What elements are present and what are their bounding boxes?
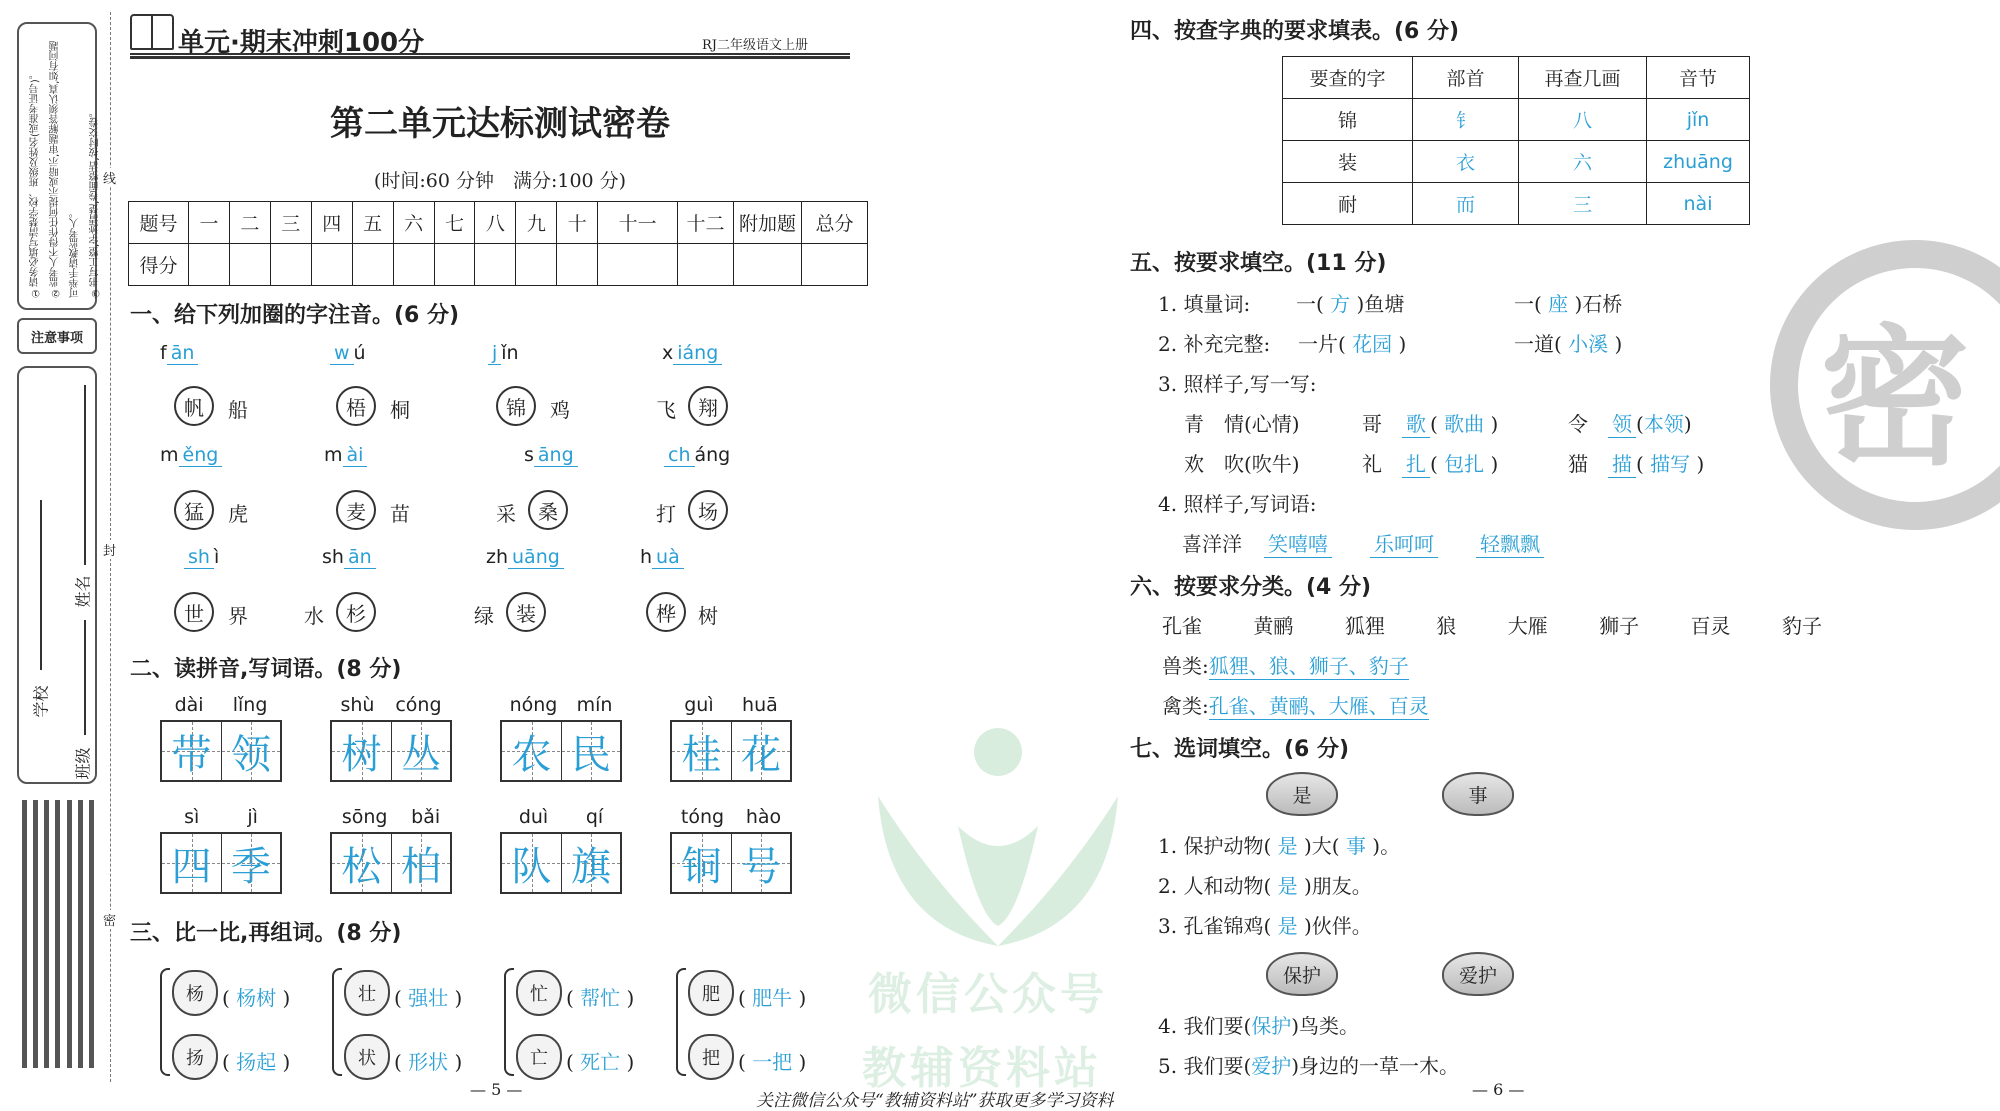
word-rest: 苗	[390, 502, 410, 526]
brace	[332, 968, 342, 1076]
score-cell: 八	[475, 202, 516, 244]
score-input[interactable]	[189, 244, 230, 286]
word-pre: 绿	[474, 604, 494, 628]
s6-word: 百灵	[1690, 614, 1731, 638]
s6-word: 黄鹂	[1253, 614, 1294, 638]
note-2: ②监考人不得作任何提示或暗示,审题解答须认真,如有问题可举手请教监考人。	[50, 40, 81, 298]
dict-answer[interactable]: zhuāng	[1647, 141, 1750, 183]
watermark-line2: 教辅资料站	[862, 1043, 1102, 1094]
score-cell: 三	[270, 202, 311, 244]
word-rest: 虎	[228, 502, 248, 526]
dict-header: 音节	[1647, 57, 1750, 99]
s3-answer-line: ( 一把 )	[738, 1050, 807, 1074]
seal-mark-mi: 密	[103, 910, 116, 929]
s2-char: 队	[502, 834, 561, 892]
tianzige-box[interactable]	[500, 832, 622, 894]
s2-char: 树	[332, 722, 391, 780]
pinyin-answer[interactable]: uāng	[508, 546, 564, 569]
circled-char: 桦	[646, 592, 686, 632]
dict-answer[interactable]: nài	[1647, 183, 1750, 225]
dict-answer[interactable]: 三	[1519, 183, 1647, 225]
tianzige-box[interactable]	[160, 720, 282, 782]
s2-item	[160, 694, 282, 782]
s2-pinyin: shù	[340, 694, 375, 716]
s3-answer-line: ( 死亡 )	[566, 1050, 635, 1074]
section1-title: 一、给下列加圈的字注音。(6 分)	[130, 303, 460, 328]
pinyin-answer[interactable]: ěng	[179, 444, 223, 467]
s2-pinyin: duì	[518, 806, 549, 828]
s5-q1a: 一( 方 )鱼塘	[1296, 292, 1405, 316]
s2-char: 民	[561, 722, 620, 780]
watermark-line1: 微信公众号	[868, 969, 1108, 1020]
circled-char: 猛	[174, 490, 214, 530]
s2-char: 柏	[391, 834, 450, 892]
s5-q3-item: 欢 吹(吹牛)	[1184, 452, 1300, 476]
score-input[interactable]	[678, 244, 734, 286]
page-title: 第二单元达标测试密卷	[330, 104, 670, 144]
score-input[interactable]	[734, 244, 802, 286]
paw-char: 忙	[516, 970, 562, 1016]
score-cell: 十一	[598, 202, 678, 244]
s2-char: 农	[502, 722, 561, 780]
dict-char: 耐	[1283, 183, 1413, 225]
s2-char: 带	[162, 722, 221, 780]
score-input[interactable]	[352, 244, 393, 286]
s6-word: 豹子	[1781, 614, 1822, 638]
header-grade: RJ二年级语文上册	[702, 38, 808, 53]
score-input[interactable]	[270, 244, 311, 286]
score-input[interactable]	[475, 244, 516, 286]
sidebar-stripes	[22, 800, 94, 1068]
s5-answer[interactable]: 描	[1608, 448, 1636, 478]
s7-answer[interactable]: 是	[1277, 874, 1298, 898]
dict-table	[1282, 56, 1750, 225]
s5-answer[interactable]: 本领	[1643, 412, 1684, 436]
s1-pinyin: h uà	[640, 546, 684, 569]
secret-stamp-char: 密	[1819, 312, 1970, 486]
word-rest: 桐	[390, 398, 410, 422]
s5-q3-item: 哥 歌 ( 歌曲 )	[1362, 408, 1498, 438]
tianzige-box[interactable]	[670, 832, 792, 894]
s2-char: 花	[731, 722, 790, 780]
note-3: ③书写工整,字迹清楚,卷面整洁,按时交卷。	[90, 107, 101, 298]
s1-pinyin: j ǐn	[488, 342, 519, 365]
s7-answer[interactable]: 事	[1345, 834, 1366, 858]
paw-char: 壮	[344, 970, 390, 1016]
field-school-line[interactable]	[40, 500, 42, 670]
s5-q3-label: 3. 照样子,写一写:	[1158, 372, 1317, 396]
pinyin-answer[interactable]: ch	[664, 444, 695, 467]
s2-item	[500, 806, 622, 894]
word-rest: 树	[698, 604, 718, 628]
s5-q4-answer[interactable]: 乐呵呵	[1370, 528, 1438, 558]
s6-word: 狐狸	[1344, 614, 1385, 638]
s5-answer[interactable]: 歌	[1402, 408, 1430, 438]
s2-item	[160, 806, 282, 894]
s2-char: 旗	[561, 834, 620, 892]
paw-char: 状	[344, 1034, 390, 1080]
tianzige-box[interactable]	[670, 720, 792, 782]
s1-pinyin: m ěng	[160, 444, 222, 467]
s3-answer[interactable]: 形状	[408, 1050, 449, 1074]
score-table	[128, 201, 868, 286]
score-input[interactable]	[311, 244, 352, 286]
score-input[interactable]	[598, 244, 678, 286]
circled-char: 装	[506, 592, 546, 632]
s3-answer[interactable]: 扬起	[236, 1050, 277, 1074]
header-book-icon	[130, 14, 174, 50]
s5-q1b: 一( 座 )石桥	[1514, 292, 1623, 316]
s2-pinyin: tóng	[680, 806, 725, 828]
section2-title: 二、读拼音,写词语。(8 分)	[130, 657, 402, 682]
paw-char: 杨	[172, 970, 218, 1016]
score-row-label: 得分	[129, 244, 189, 286]
s3-answer-line: ( 杨树 )	[222, 986, 291, 1010]
s3-answer[interactable]: 帮忙	[580, 986, 621, 1010]
circled-char: 翔	[688, 386, 728, 426]
shell-option[interactable]: 事	[1442, 772, 1514, 816]
s2-pinyin: lǐng	[232, 694, 268, 716]
section5-title: 五、按要求填空。(11 分)	[1130, 251, 1387, 276]
s1-pinyin: m ài	[324, 444, 367, 467]
header-rule	[130, 53, 850, 59]
s5-answer[interactable]: 描写	[1650, 452, 1691, 476]
s2-char: 领	[221, 722, 280, 780]
word-pre: 打	[656, 502, 676, 526]
tianzige-box[interactable]	[160, 832, 282, 894]
s5-q1-label: 1. 填量词:	[1158, 292, 1251, 316]
dict-header: 再查几画	[1519, 57, 1647, 99]
s7-answer[interactable]: 是	[1277, 914, 1298, 938]
pinyin-answer[interactable]: sh	[184, 546, 214, 569]
circled-char: 麦	[336, 490, 376, 530]
word-rest: 船	[228, 398, 248, 422]
s5-q3-item: 令 领 (本领)	[1568, 408, 1692, 438]
score-cell: 一	[189, 202, 230, 244]
s1-pinyin: f ān	[160, 342, 198, 365]
seal-mark-xian: 线	[103, 168, 116, 187]
secret-stamp	[1770, 240, 2000, 530]
s6-beast-answer[interactable]: 狐狸、狼、狮子、豹子	[1209, 650, 1409, 680]
paw-char: 把	[688, 1034, 734, 1080]
s5-answer[interactable]: 领	[1608, 408, 1636, 438]
sidebar-notes-text	[26, 36, 101, 298]
notes-title: 注意事项	[17, 318, 97, 354]
dict-char: 锦	[1283, 99, 1413, 141]
s6-word: 孔雀	[1162, 614, 1202, 638]
circled-char: 梧	[336, 386, 376, 426]
s2-pinyin: jì	[247, 806, 258, 828]
word-pre: 水	[304, 604, 324, 628]
s3-answer[interactable]: 杨树	[236, 986, 277, 1010]
s2-pinyin: bǎi	[411, 806, 441, 828]
s6-bird-answer[interactable]: 孔雀、黄鹂、大雁、百灵	[1209, 690, 1429, 720]
pinyin-answer[interactable]: āng	[534, 444, 578, 467]
s5-answer[interactable]: 座	[1548, 292, 1569, 316]
pinyin-answer[interactable]: ān	[344, 546, 376, 569]
page-number-right: — 6 —	[1472, 1080, 1525, 1099]
score-cell: 七	[434, 202, 475, 244]
paw-char: 亡	[516, 1034, 562, 1080]
s1-pinyin: s āng	[524, 444, 578, 467]
s1-pinyin: w ú	[330, 342, 366, 365]
circled-char: 世	[174, 592, 214, 632]
pinyin-answer[interactable]: uà	[652, 546, 684, 569]
s2-item	[670, 806, 792, 894]
pinyin-answer[interactable]: iáng	[673, 342, 722, 365]
tianzige-box[interactable]	[500, 720, 622, 782]
s2-pinyin: guì	[684, 694, 714, 716]
s2-pinyin: dài	[174, 694, 204, 716]
dict-header-row	[1283, 57, 1750, 99]
s5-q3-item: 青 情(心情)	[1184, 412, 1300, 436]
s3-answer[interactable]: 肥牛	[752, 986, 793, 1010]
pinyin-answer[interactable]: w	[330, 342, 354, 365]
brace	[504, 968, 514, 1076]
s2-char: 桂	[672, 722, 731, 780]
circled-char: 杉	[336, 592, 376, 632]
s2-pinyin: hào	[745, 806, 782, 828]
tianzige-box[interactable]	[330, 832, 452, 894]
score-cell: 四	[311, 202, 352, 244]
s2-item	[670, 694, 792, 782]
word-rest: 鸡	[550, 398, 570, 422]
score-cell: 题号	[129, 202, 189, 244]
s5-q4-answer[interactable]: 轻飘飘	[1476, 528, 1544, 558]
s3-answer-line: ( 强壮 )	[394, 986, 463, 1010]
s7-q2: 2. 人和动物( 是 )朋友。	[1158, 874, 1372, 898]
shell-option[interactable]: 保护	[1266, 952, 1338, 996]
dict-row	[1283, 183, 1750, 225]
header-logo: 单元·期末冲刺100分	[178, 28, 425, 58]
circled-char: 桑	[528, 490, 568, 530]
s2-pinyin: qí	[585, 806, 604, 828]
s2-char: 季	[221, 834, 280, 892]
s5-answer[interactable]: 歌曲	[1444, 412, 1485, 436]
circled-char: 场	[688, 490, 728, 530]
field-class-label: 班级	[73, 747, 93, 780]
s6-word: 大雁	[1507, 614, 1548, 638]
s5-q2b: 一道( 小溪 )	[1514, 332, 1623, 356]
s2-char: 铜	[672, 834, 731, 892]
s5-answer[interactable]: 花园	[1352, 332, 1393, 356]
score-cell: 附加题	[734, 202, 802, 244]
s7-answer[interactable]: 爱护	[1251, 1054, 1292, 1078]
dict-char: 装	[1283, 141, 1413, 183]
s3-answer[interactable]: 强壮	[408, 986, 449, 1010]
s2-pinyin: cóng	[395, 694, 442, 716]
s7-answer[interactable]: 是	[1277, 834, 1298, 858]
s6-word: 狮子	[1599, 614, 1640, 638]
shell-option[interactable]: 爱护	[1442, 952, 1514, 996]
brace	[160, 968, 170, 1076]
s2-pinyin: nóng	[509, 694, 558, 716]
dict-row	[1283, 141, 1750, 183]
score-cell: 五	[352, 202, 393, 244]
footer-text: 关注微信公众号“教辅资料站”获取更多学习资料	[756, 1091, 1114, 1111]
s2-pinyin: mín	[576, 694, 613, 716]
s2-item	[330, 694, 452, 782]
score-cell: 十二	[678, 202, 734, 244]
s1-pinyin: x iáng	[662, 342, 722, 365]
s7-q1: 1. 保护动物( 是 )大( 事 )。	[1158, 834, 1401, 858]
s7-answer[interactable]: 保护	[1251, 1014, 1292, 1038]
s2-char: 丛	[391, 722, 450, 780]
s5-q2-label: 2. 补充完整:	[1158, 332, 1271, 356]
score-table-row	[129, 244, 868, 286]
s3-answer[interactable]: 死亡	[580, 1050, 621, 1074]
s2-item	[330, 806, 452, 894]
circled-char: 帆	[174, 386, 214, 426]
dict-answer[interactable]: 钅	[1413, 99, 1519, 141]
s2-pinyin: huā	[742, 694, 778, 716]
dict-header: 部首	[1413, 57, 1519, 99]
score-cell: 六	[393, 202, 434, 244]
s1-pinyin: sh ì	[184, 546, 219, 569]
paw-char: 扬	[172, 1034, 218, 1080]
s5-q2a: 一片( 花园 )	[1298, 332, 1407, 356]
s3-answer-line: ( 形状 )	[394, 1050, 463, 1074]
s3-answer-line: ( 帮忙 )	[566, 986, 635, 1010]
s1-pinyin: sh ān	[322, 546, 376, 569]
score-input[interactable]	[557, 244, 598, 286]
s3-answer-line: ( 肥牛 )	[738, 986, 807, 1010]
s5-q4-example: 喜洋洋	[1182, 532, 1242, 556]
s2-char: 松	[332, 834, 391, 892]
shell-option[interactable]: 是	[1266, 772, 1338, 816]
field-name-label: 姓名	[73, 575, 93, 608]
dict-answer[interactable]: jǐn	[1647, 99, 1750, 141]
s6-words	[1162, 610, 1822, 639]
watermark-logo-icon	[868, 726, 1128, 956]
word-rest: 界	[228, 604, 248, 628]
section3-title: 三、比一比,再组词。(8 分)	[130, 921, 402, 946]
score-input[interactable]	[434, 244, 475, 286]
s6-word: 狼	[1436, 614, 1457, 638]
pinyin-answer[interactable]: ān	[167, 342, 199, 365]
s2-item	[500, 694, 622, 782]
s5-q4-label: 4. 照样子,写词语:	[1158, 492, 1317, 516]
dict-row	[1283, 99, 1750, 141]
s2-char: 号	[731, 834, 790, 892]
s5-answer[interactable]: 方	[1330, 292, 1351, 316]
score-input[interactable]	[393, 244, 434, 286]
score-table-header	[129, 202, 868, 244]
circled-char: 锦	[496, 386, 536, 426]
score-cell: 总分	[802, 202, 868, 244]
s2-pinyin: sì	[184, 806, 200, 828]
s5-q3-item: 礼 扎 ( 包扎 )	[1362, 448, 1498, 478]
score-input[interactable]	[516, 244, 557, 286]
paw-char: 肥	[688, 970, 734, 1016]
score-cell: 二	[229, 202, 270, 244]
s7-q5: 5. 我们要(爱护)身边的一草一木。	[1158, 1054, 1460, 1078]
dict-header: 要查的字	[1283, 57, 1413, 99]
s5-q4-answer[interactable]: 笑嘻嘻	[1264, 528, 1332, 558]
s2-char: 四	[162, 834, 221, 892]
seal-mark-feng: 封	[103, 540, 116, 559]
s3-answer-line: ( 扬起 )	[222, 1050, 291, 1074]
score-input[interactable]	[802, 244, 868, 286]
score-input[interactable]	[229, 244, 270, 286]
word-pre: 飞	[656, 398, 676, 422]
dict-answer[interactable]: 八	[1519, 99, 1647, 141]
page-number-left: — 5 —	[470, 1080, 523, 1099]
s5-answer[interactable]: 包扎	[1444, 452, 1485, 476]
tianzige-box[interactable]	[330, 720, 452, 782]
s3-answer[interactable]: 一把	[752, 1050, 793, 1074]
s2-pinyin: sōng	[341, 806, 388, 828]
score-cell: 九	[516, 202, 557, 244]
s1-pinyin: zh uāng	[486, 546, 564, 569]
s6-beast: 兽类:狐狸、狼、狮子、豹子	[1162, 650, 1409, 680]
score-cell: 十	[557, 202, 598, 244]
s7-q3: 3. 孔雀锦鸡( 是 )伙伴。	[1158, 914, 1372, 938]
s5-answer[interactable]: 扎	[1402, 448, 1430, 478]
s1-pinyin: ch áng	[664, 444, 730, 467]
brace	[676, 968, 686, 1076]
pinyin-answer[interactable]: j	[488, 342, 501, 365]
field-school-label: 学校	[31, 685, 51, 718]
field-name-line[interactable]	[84, 385, 86, 565]
time-info: (时间:60 分钟 满分:100 分)	[373, 170, 627, 192]
dict-answer[interactable]: 衣	[1413, 141, 1519, 183]
s5-answer[interactable]: 小溪	[1568, 332, 1609, 356]
word-pre: 采	[496, 502, 516, 526]
pinyin-answer[interactable]: ài	[343, 444, 368, 467]
section4-title: 四、按查字典的要求填表。(6 分)	[1130, 19, 1460, 44]
note-1: ①请务必填写清楚学校、班级及姓名(或准考证号)。	[30, 69, 41, 298]
field-class-line[interactable]	[84, 620, 86, 735]
s6-bird: 禽类:孔雀、黄鹂、大雁、百灵	[1162, 690, 1429, 720]
dict-answer[interactable]: 而	[1413, 183, 1519, 225]
section7-title: 七、选词填空。(6 分)	[1130, 737, 1350, 762]
section6-title: 六、按要求分类。(4 分)	[1130, 575, 1372, 600]
s5-q3-item: 猫 描 ( 描写 )	[1568, 448, 1704, 478]
dict-answer[interactable]: 六	[1519, 141, 1647, 183]
s7-q4: 4. 我们要(保护)鸟类。	[1158, 1014, 1360, 1038]
